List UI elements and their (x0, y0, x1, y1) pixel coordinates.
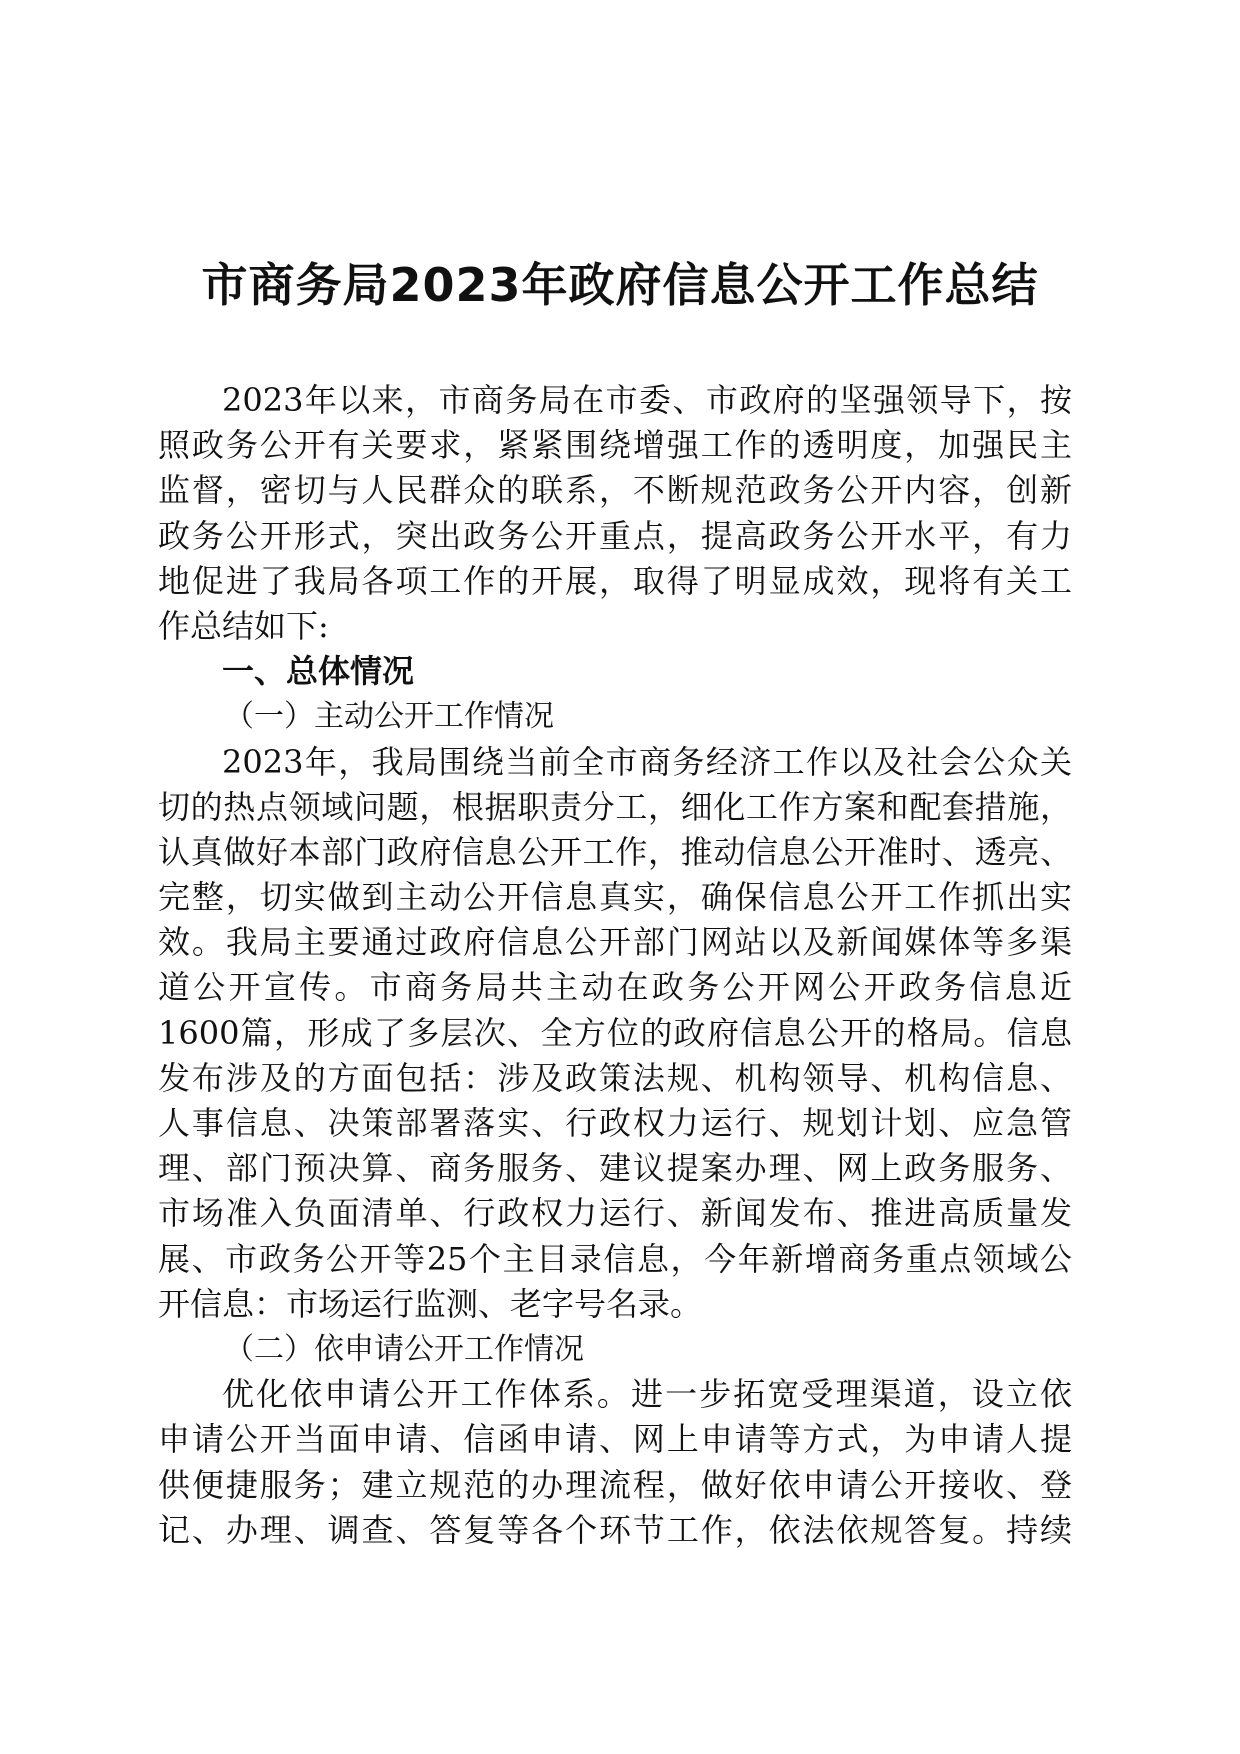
paragraph-line: 认真做好本部门政府信息公开工作，推动信息公开准时、透亮、 (158, 832, 1072, 871)
paragraph-line: 完整，切实做到主动公开信息真实，确保信息公开工作抓出实 (158, 878, 1072, 917)
paragraph-line: 理、部门预决算、商务服务、建议提案办理、网上政务服务、 (158, 1149, 1072, 1188)
paragraph-line: 记、办理、调查、答复等各个环节工作，依法依规答复。持续 (158, 1510, 1072, 1549)
intro-line: 监督，密切与人民群众的联系，不断规范政务公开内容，创新 (158, 471, 1072, 510)
subsection-heading-request-disclosure: （二）依申请公开工作情况 (224, 1331, 584, 1367)
paragraph-line: 展、市政务公开等25个主目录信息，今年新增商务重点领域公 (158, 1239, 1072, 1278)
paragraph-line: 效。我局主要通过政府信息公开部门网站以及新闻媒体等多渠 (158, 923, 1072, 962)
intro-line: 地促进了我局各项工作的开展，取得了明显成效，现将有关工 (158, 561, 1072, 600)
subsection-heading-proactive-disclosure: （一）主动公开工作情况 (224, 699, 554, 735)
paragraph-line: 优化依申请公开工作体系。进一步拓宽受理渠道，设立依 (222, 1375, 1072, 1414)
section-heading-overview: 一、总体情况 (222, 652, 415, 691)
paragraph-line: 市场准入负面清单、行政权力运行、新闻发布、推进高质量发 (158, 1194, 1072, 1233)
paragraph-line: 切的热点领域问题，根据职责分工，细化工作方案和配套措施， (158, 787, 1072, 826)
paragraph-line: 人事信息、决策部署落实、行政权力运行、规划计划、应急管 (158, 1104, 1072, 1142)
paragraph-line: 1600篇，形成了多层次、全方位的政府信息公开的格局。信息 (158, 1013, 1072, 1052)
intro-line: 照政务公开有关要求，紧紧围绕增强工作的透明度，加强民主 (158, 426, 1072, 465)
intro-line: 作总结如下: (158, 606, 329, 645)
paragraph-line: 申请公开当面申请、信函申请、网上申请等方式，为申请人提 (158, 1420, 1072, 1459)
paragraph-line: 开信息：市场运行监测、老字号名录。 (158, 1284, 703, 1323)
intro-line: 2023年以来，市商务局在市委、市政府的坚强领导下，按 (222, 381, 1072, 419)
paragraph-line: 供便捷服务；建立规范的办理流程，做好依申请公开接收、登 (158, 1465, 1072, 1504)
intro-line: 政务公开形式，突出政务公开重点，提高政务公开水平，有力 (158, 516, 1072, 555)
paragraph-line: 道公开宣传。市商务局共主动在政务公开网公开政务信息近 (158, 968, 1072, 1007)
document-title: 市商务局2023年政府信息公开工作总结 (201, 258, 1039, 312)
document-body (158, 378, 1072, 1553)
paragraph-line: 发布涉及的方面包括：涉及政策法规、机构领导、机构信息、 (158, 1058, 1072, 1097)
paragraph-line: 2023年，我局围绕当前全市商务经济工作以及社会公众关 (222, 742, 1072, 781)
